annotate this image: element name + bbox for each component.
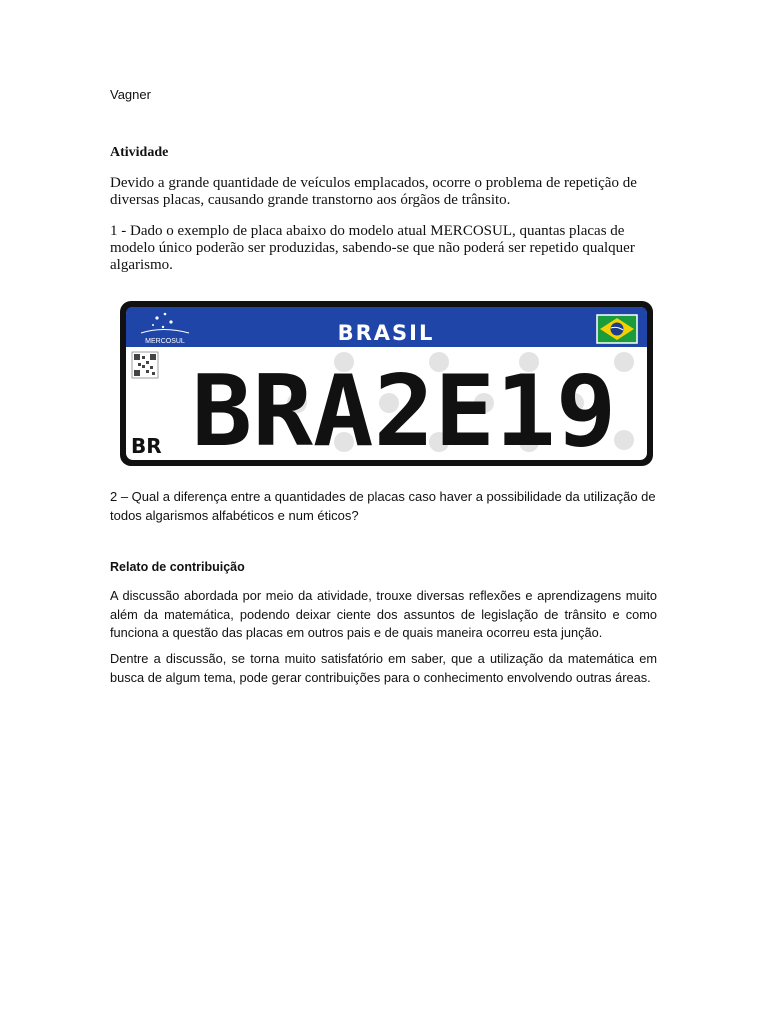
plate-country-code: BR (131, 434, 162, 458)
plate-number: BRA2E19 (191, 355, 617, 467)
contribution-heading: Relato de contribuição (110, 560, 245, 574)
qr-code-icon (132, 352, 158, 378)
brazil-flag-icon (597, 315, 637, 343)
activity-heading: Atividade (110, 145, 169, 160)
mercosul-license-plate (119, 300, 654, 467)
plate-country-label: BRASIL (337, 321, 435, 345)
question-2: 2 – Qual a diferença entre a quantidades de placas caso haver a possibilidade da utilização de todos algarismos alfabéticos e num éticos? (110, 489, 656, 523)
contribution-paragraph-2: Dentre a discussão, se torna muito satisfatório em saber, que a utilização da matemática em busca de algum tema, pode gerar contribuições para o conhecimento envolvendo outras áreas. (110, 651, 657, 685)
question-1: 1 - Dado o exemplo de placa abaixo do modelo atual MERCOSUL, quantas placas de modelo único poderão ser produzidas, sabendo-se que não poderá ser repetido qualquer algarismo. (110, 223, 635, 273)
author-name: Vagner (110, 87, 151, 102)
mercosul-label: MERCOSUL (145, 338, 185, 345)
contribution-paragraph-1: A discussão abordada por meio da atividade, trouxe diversas reflexões e aprendizagens muito além da matemática, podendo deixar ciente dos assuntos de legislação de trânsito e como funciona a questão das placas em outros pais e de quais maneira ocorreu esta junção. (110, 588, 657, 640)
intro-paragraph: Devido a grande quantidade de veículos emplacados, ocorre o problema de repetição de diversas placas, causando grande transtorno aos órgãos de trânsito. (110, 175, 637, 208)
